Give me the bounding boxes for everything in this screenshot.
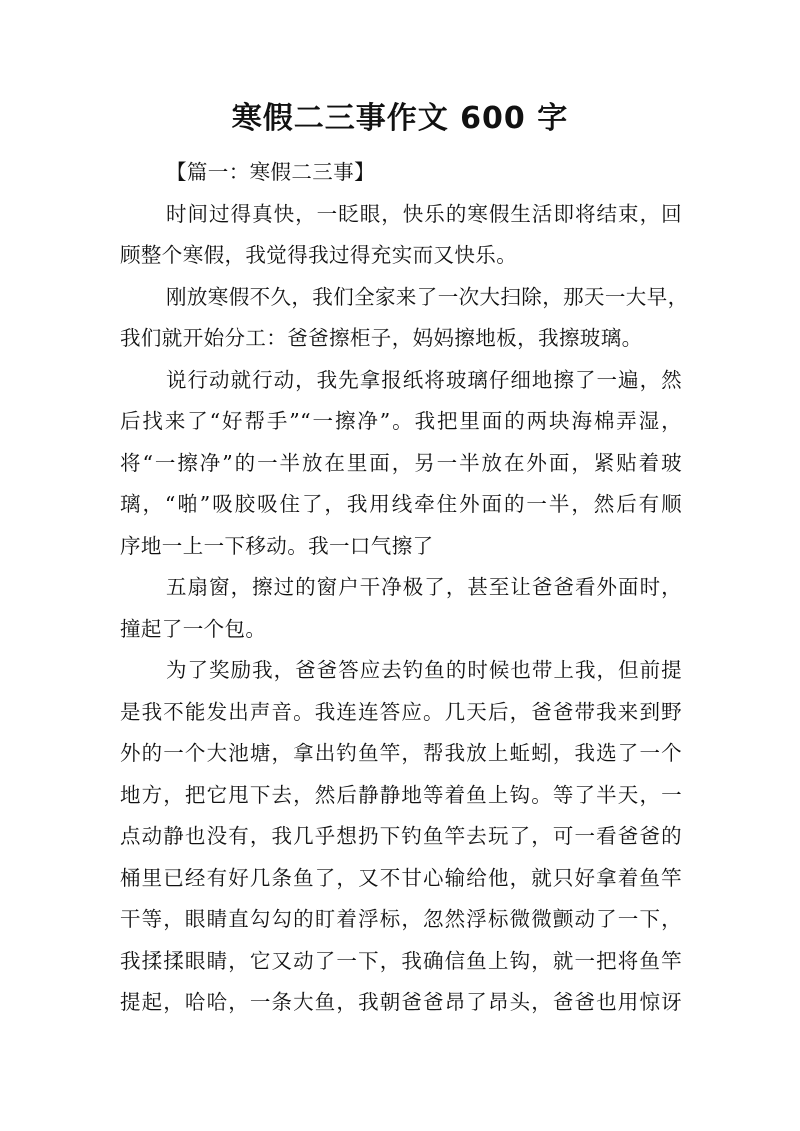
text-line: 将“一擦净”的一半放在里面，另一半放在外面，紧贴着玻 <box>120 450 682 475</box>
text-line: 撞起了一个包。 <box>120 616 267 641</box>
text-line: 刚放寒假不久，我们全家来了一次大扫除，那天一大早， <box>166 284 689 309</box>
text-line: 【篇一：寒假二三事】 <box>166 160 375 184</box>
text-line: 我们就开始分工：爸爸擦柜子，妈妈擦地板，我擦玻璃。 <box>120 326 643 350</box>
text-line: 为了奖励我，爸爸答应去钓鱼的时候也带上我，但前提 <box>166 658 682 682</box>
text-line: 地方，把它甩下去，然后静静地等着鱼上钩。等了半天，一 <box>120 782 682 807</box>
text-line: 五扇窗，擦过的窗户干净极了，甚至让爸爸看外面时， <box>166 575 682 599</box>
text-line: 我揉揉眼睛，它又动了一下，我确信鱼上钩，就一把将鱼竿 <box>120 948 682 973</box>
text-line: 点动静也没有，我几乎想扔下钓鱼竿去玩了，可一看爸爸的 <box>120 824 682 848</box>
text-line: 璃，“啪”吸胶吸住了，我用线牵住外面的一半，然后有顺 <box>120 492 682 516</box>
text-line: 桶里已经有好几条鱼了，又不甘心输给他，就只好拿着鱼竿 <box>120 865 682 890</box>
text-line: 说行动就行动，我先拿报纸将玻璃仔细地擦了一遍，然 <box>166 367 682 392</box>
text-line: 外的一个大池塘，拿出钓鱼竿，帮我放上蚯蚓，我选了一个 <box>120 741 682 765</box>
document-body <box>120 152 689 1024</box>
text-line: 顾整个寒假，我觉得我过得充实而又快乐。 <box>120 243 518 267</box>
text-line: 提起，哈哈，一条大鱼，我朝爸爸昂了昂头，爸爸也用惊讶 <box>120 990 682 1014</box>
text-line: 后找来了“好帮手”“一擦净”。我把里面的两块海棉弄湿， <box>120 409 682 433</box>
text-line: 是我不能发出声音。我连连答应。几天后，爸爸带我来到野 <box>120 699 682 724</box>
text-line: 时间过得真快，一眨眼，快乐的寒假生活即将结束，回 <box>166 201 682 226</box>
text-line: 干等，眼睛直勾勾的盯着浮标，忽然浮标微微颤动了一下， <box>120 907 682 931</box>
text-line: 序地一上一下移动。我一口气擦了 <box>120 533 434 558</box>
document-title: 寒假二三事作文 600 字 <box>231 101 569 136</box>
